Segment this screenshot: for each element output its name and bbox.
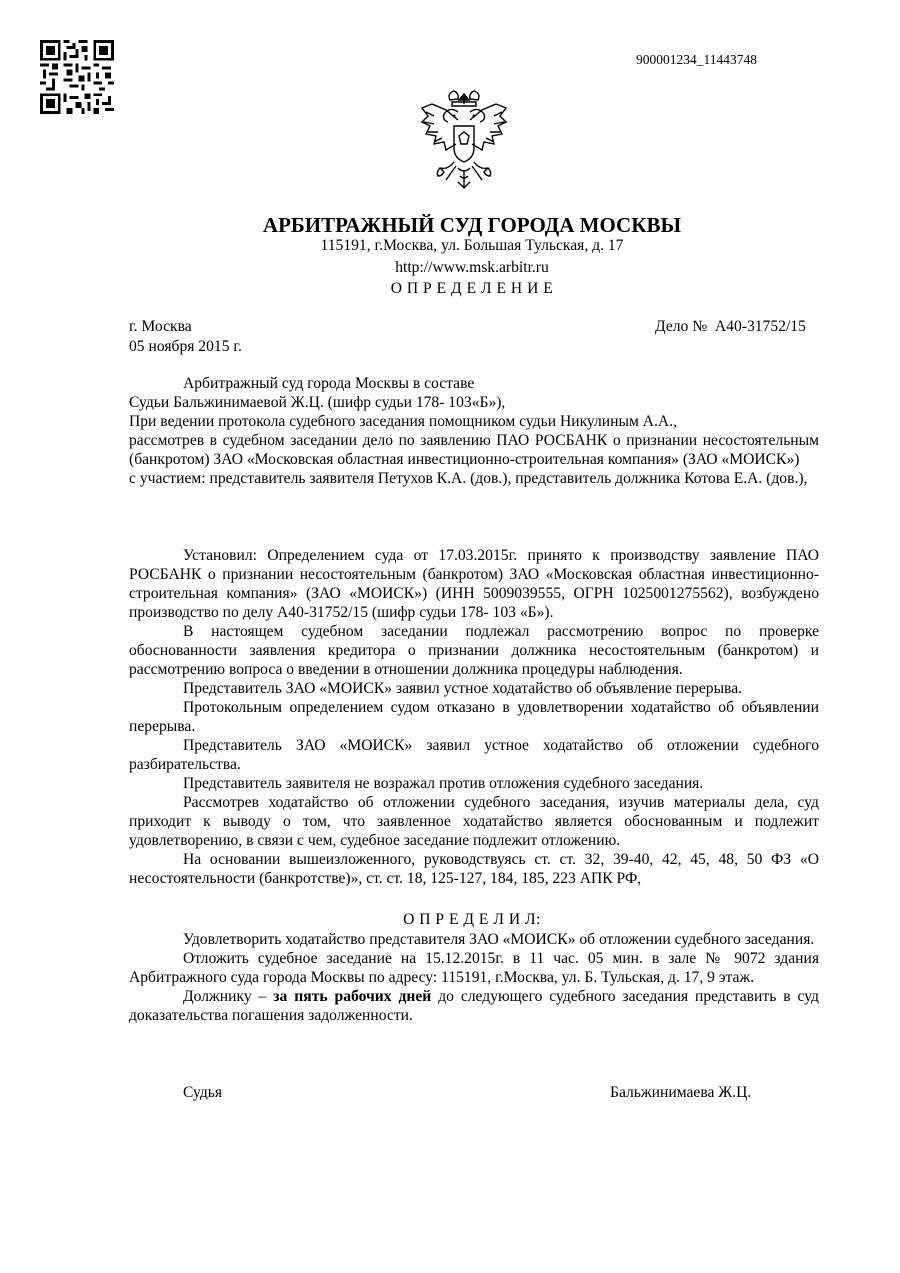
ruling-paragraph: Отложить судебное заседание на 15.12.2015г. в 11 час. 05 мин. в зале № 9072 здания Арбитражного суда города Москвы по адресу: 115191, г.Москва, ул. Б. Тульская, д. 17, 9 этаж.	[129, 950, 819, 986]
document-date: 05 ноября 2015 г.	[129, 338, 242, 355]
case-number-value: А40-31752/15	[714, 318, 806, 335]
document-type-heading: О П Р Е Д Е Л Е Н И Е	[390, 280, 554, 297]
city: г. Москва	[129, 318, 192, 335]
paragraph: Протокольным определением судом отказано в удовлетворении ходатайство об объявлении перерыва.	[129, 699, 819, 735]
ruling-section	[129, 930, 819, 1025]
case-number	[655, 317, 806, 336]
court-website: http://www.msk.arbitr.ru	[395, 259, 549, 276]
ruling-paragraph	[129, 987, 819, 1025]
paragraph: Представитель ЗАО «МОИСК» заявил устное ходатайство об объявление перерыва.	[183, 680, 743, 697]
intro-line: Судьи Бальжинимаевой Ж.Ц. (шифр судьи 178- 103«Б»),	[129, 394, 506, 411]
ruling-text: Должнику –	[183, 988, 274, 1005]
court-address: 115191, г.Москва, ул. Большая Тульская, д. 17	[320, 237, 624, 254]
signature-title: Судья	[183, 1084, 223, 1101]
intro-line: с участием: представитель заявителя Петухов К.А. (дов.), представитель должника Котова Е.А. (дов.),	[129, 470, 808, 487]
paragraph: Установил: Определением суда от 17.03.2015г. принято к производству заявление ПАО РОСБАНК о признании несостоятельным (банкротом) ЗАО «Московская областная инвестиционно-строительная компания» (ЗАО «МОИСК») (ИНН 5009039555, ОГРН 1025001275562), возбуждено производство по делу А40-31752/15 (шифр судьи 178- 103 «Б»).	[129, 547, 819, 621]
qr-code-icon	[40, 40, 114, 114]
signature-name: Бальжинимаева Ж.Ц.	[610, 1084, 752, 1101]
intro-section	[129, 374, 819, 488]
ruling-heading: О П Р Е Д Е Л И Л:	[403, 911, 541, 928]
established-section	[129, 546, 819, 888]
intro-line: При ведении протокола судебного заседания помощником судьи Никулиным А.А.,	[129, 413, 677, 430]
paragraph: Рассмотрев ходатайство об отложении судебного заседания, изучив материалы дела, суд приходит к выводу о том, что заявленное ходатайство является обоснованным и подлежит удовлетворению, в связи с чем, судебное заседание подлежит отложению.	[129, 794, 819, 849]
paragraph: Представитель ЗАО «МОИСК» заявил устное ходатайство об отложении судебного разбирательства.	[129, 737, 819, 773]
court-name-heading: АРБИТРАЖНЫЙ СУД ГОРОДА МОСКВЫ	[262, 213, 682, 237]
intro-line: рассмотрев в судебном заседании дело по заявлению ПАО РОСБАНК о признании несостоятельным (банкротом) ЗАО «Московская областная инвестиционно-строительная компания» (ЗАО «МОИСК»)	[129, 432, 819, 468]
intro-line: Арбитражный суд города Москвы в составе	[183, 375, 475, 392]
paragraph: Представитель заявителя не возражал против отложения судебного заседания.	[183, 775, 704, 792]
ruling-deadline: за пять рабочих дней	[273, 988, 432, 1005]
document-id: 900001234_11443748	[636, 52, 757, 67]
paragraph: На основании вышеизложенного, руководствуясь ст. ст. 32, 39-40, 42, 45, 48, 50 ФЗ «О несостоятельности (банкротстве)», ст. ст. 18, 125-127, 184, 185, 223 АПК РФ,	[129, 851, 819, 887]
paragraph: В настоящем судебном заседании подлежал рассмотрению вопрос по проверке обоснованности заявления кредитора о признании должника несостоятельным (банкротом) и рассмотрению вопроса о введении в отношении должника процедуры наблюдения.	[129, 623, 819, 678]
russian-coat-of-arms-emblem	[414, 86, 514, 198]
ruling-text: до следующего судебного заседания представить в суд доказательства погашения задолженности.	[129, 988, 819, 1024]
case-label: Дело №	[655, 318, 708, 335]
ruling-paragraph: Удовлетворить ходатайство представителя ЗАО «МОИСК» об отложении судебного заседания.	[183, 931, 815, 948]
